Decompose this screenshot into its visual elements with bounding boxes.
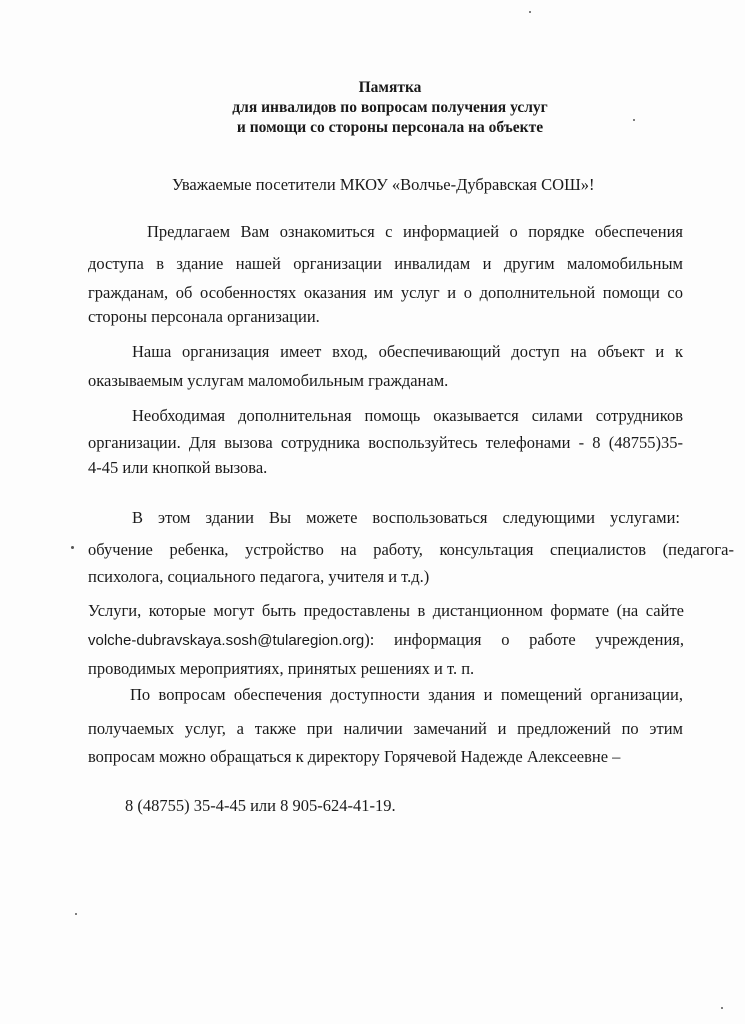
- para6-line-2: получаемых услуг, а также при наличии замечаний и предложений по этим: [88, 719, 683, 738]
- para2-line-2: оказываемым услугам маломобильным гражданам.: [88, 371, 449, 390]
- website-email[interactable]: volche-dubravskaya.sosh@tularegion.org: [88, 632, 365, 649]
- para4-line-2: обучение ребенка, устройство на работу, консультация специалистов (педагога-: [88, 540, 734, 559]
- heading-subtitle-2: и помощи со стороны персонала на объекте: [236, 119, 544, 136]
- heading-title: Памятка: [358, 79, 422, 96]
- scan-speck: [721, 1007, 723, 1009]
- para3-line-1: Необходимая дополнительная помощь оказывается силами сотрудников: [132, 406, 683, 425]
- scan-speck: [75, 913, 77, 915]
- para4-line-3: психолога, социального педагога, учителя и т.д.): [88, 567, 430, 586]
- para2-line-1: Наша организация имеет вход, обеспечивающий доступ на объект и к: [132, 342, 683, 361]
- para1-line-3: гражданам, об особенностях оказания им услуг и о дополнительной помощи со: [88, 283, 683, 302]
- contact-phones: 8 (48755) 35-4-45 или 8 905-624-41-19.: [125, 796, 396, 815]
- para6-line-1: По вопросам обеспечения доступности здания и помещений организации,: [130, 685, 683, 704]
- para6-line-3: вопросам можно обращаться к директору Горячевой Надежде Алексеевне –: [88, 747, 621, 766]
- greeting: Уважаемые посетители МКОУ «Волчье-Дубравская СОШ»!: [172, 175, 595, 194]
- para1-line-2: доступа в здание нашей организации инвалидам и другим маломобильным: [88, 254, 683, 273]
- para3-line-2: организации. Для вызова сотрудника воспользуйтесь телефонами - 8 (48755)35-: [88, 433, 683, 452]
- scan-speck: [71, 546, 74, 549]
- para5-line-1: Услуги, которые могут быть предоставлены в дистанционном формате (на сайте: [88, 601, 684, 620]
- para4-line-1: В этом здании Вы можете воспользоваться следующими услугами:: [132, 508, 680, 527]
- para5-line-2: [88, 629, 684, 652]
- para1-line-4: стороны персонала организации.: [88, 307, 320, 326]
- para1-line-1: Предлагаем Вам ознакомиться с информацией о порядке обеспечения: [147, 222, 683, 241]
- para5-line-2-rest: ): информация о работе учреждения,: [364, 630, 684, 649]
- heading-subtitle-1: для инвалидов по вопросам получения услуг: [232, 99, 548, 116]
- para3-line-3: 4-45 или кнопкой вызова.: [88, 458, 268, 477]
- scan-speck: [633, 119, 635, 121]
- para5-line-3: проводимых мероприятиях, принятых решениях и т. п.: [88, 659, 475, 678]
- scan-speck: [529, 11, 531, 13]
